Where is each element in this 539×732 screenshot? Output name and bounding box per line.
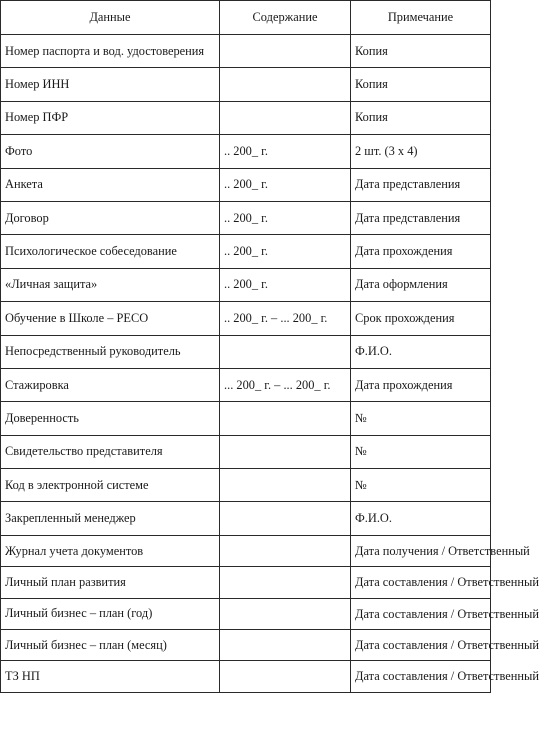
cell-note: №	[351, 469, 491, 502]
cell-content	[220, 661, 351, 692]
cell-note: №	[351, 435, 491, 468]
cell-content: .. 200_ г.	[220, 135, 351, 168]
cell-content: ... 200_ г. – ... 200_ г.	[220, 368, 351, 401]
cell-data: Закрепленный менеджер	[1, 502, 220, 535]
cell-content	[220, 435, 351, 468]
table-row	[1, 402, 491, 435]
table-row	[1, 101, 491, 134]
cell-note: Дата прохождения	[351, 368, 491, 401]
cell-note: Ф.И.О.	[351, 335, 491, 368]
cell-note: Копия	[351, 68, 491, 101]
cell-content	[220, 335, 351, 368]
table-row	[1, 68, 491, 101]
cell-data: Номер ПФР	[1, 101, 220, 134]
cell-content: .. 200_ г.	[220, 268, 351, 301]
cell-data: «Личная защита»	[1, 268, 220, 301]
cell-note: Дата прохождения	[351, 235, 491, 268]
cell-content: .. 200_ г. – ... 200_ г.	[220, 302, 351, 335]
cell-note: Дата составления / Ответственный	[351, 598, 491, 629]
table-row	[1, 502, 491, 535]
table-row	[1, 598, 491, 629]
cell-note: Дата представления	[351, 201, 491, 234]
cell-data: Номер паспорта и вод. удостоверения	[1, 35, 220, 68]
cell-note: Ф.И.О.	[351, 502, 491, 535]
cell-data: Личный бизнес – план (год)	[1, 598, 220, 629]
cell-note: Дата получения / Ответственный	[351, 535, 491, 566]
cell-content	[220, 502, 351, 535]
table-row	[1, 661, 491, 692]
cell-note: 2 шт. (3 х 4)	[351, 135, 491, 168]
cell-data: Обучение в Школе – РЕСО	[1, 302, 220, 335]
cell-content	[220, 35, 351, 68]
cell-content	[220, 598, 351, 629]
cell-content	[220, 101, 351, 134]
cell-data: Анкета	[1, 168, 220, 201]
cell-content	[220, 535, 351, 566]
cell-content: .. 200_ г.	[220, 168, 351, 201]
cell-data: ТЗ НП	[1, 661, 220, 692]
cell-data: Личный план развития	[1, 567, 220, 598]
cell-content	[220, 469, 351, 502]
table-row	[1, 567, 491, 598]
cell-note: Дата оформления	[351, 268, 491, 301]
column-header-data: Данные	[1, 1, 220, 35]
table-row	[1, 435, 491, 468]
cell-note: Копия	[351, 35, 491, 68]
table-row	[1, 335, 491, 368]
cell-content	[220, 402, 351, 435]
cell-content: .. 200_ г.	[220, 201, 351, 234]
table-row	[1, 268, 491, 301]
cell-data: Договор	[1, 201, 220, 234]
table-row	[1, 201, 491, 234]
table-row	[1, 235, 491, 268]
cell-data: Код в электронной системе	[1, 469, 220, 502]
cell-note: Дата составления / Ответственный	[351, 630, 491, 661]
cell-note: №	[351, 402, 491, 435]
table-row	[1, 535, 491, 566]
cell-content	[220, 630, 351, 661]
table-row	[1, 168, 491, 201]
cell-data: Журнал учета документов	[1, 535, 220, 566]
cell-data: Номер ИНН	[1, 68, 220, 101]
cell-data: Психологическое собеседование	[1, 235, 220, 268]
cell-data: Стажировка	[1, 368, 220, 401]
table-row	[1, 368, 491, 401]
table-header-row	[1, 1, 491, 35]
cell-data: Фото	[1, 135, 220, 168]
table-row	[1, 35, 491, 68]
column-header-note: Примечание	[351, 1, 491, 35]
table-row	[1, 469, 491, 502]
table-row	[1, 630, 491, 661]
cell-note: Срок прохождения	[351, 302, 491, 335]
cell-note: Копия	[351, 101, 491, 134]
cell-data: Личный бизнес – план (месяц)	[1, 630, 220, 661]
cell-note: Дата представления	[351, 168, 491, 201]
column-header-content: Содержание	[220, 1, 351, 35]
cell-content: .. 200_ г.	[220, 235, 351, 268]
cell-data: Доверенность	[1, 402, 220, 435]
table-body	[1, 35, 539, 693]
cell-note: Дата составления / Ответственный	[351, 567, 491, 598]
cell-content	[220, 68, 351, 101]
table-row	[1, 302, 491, 335]
cell-data: Непосредственный руководитель	[1, 335, 220, 368]
cell-content	[220, 567, 351, 598]
cell-data: Свидетельство представителя	[1, 435, 220, 468]
table-row	[1, 135, 491, 168]
cell-note: Дата составления / Ответственный	[351, 661, 491, 692]
